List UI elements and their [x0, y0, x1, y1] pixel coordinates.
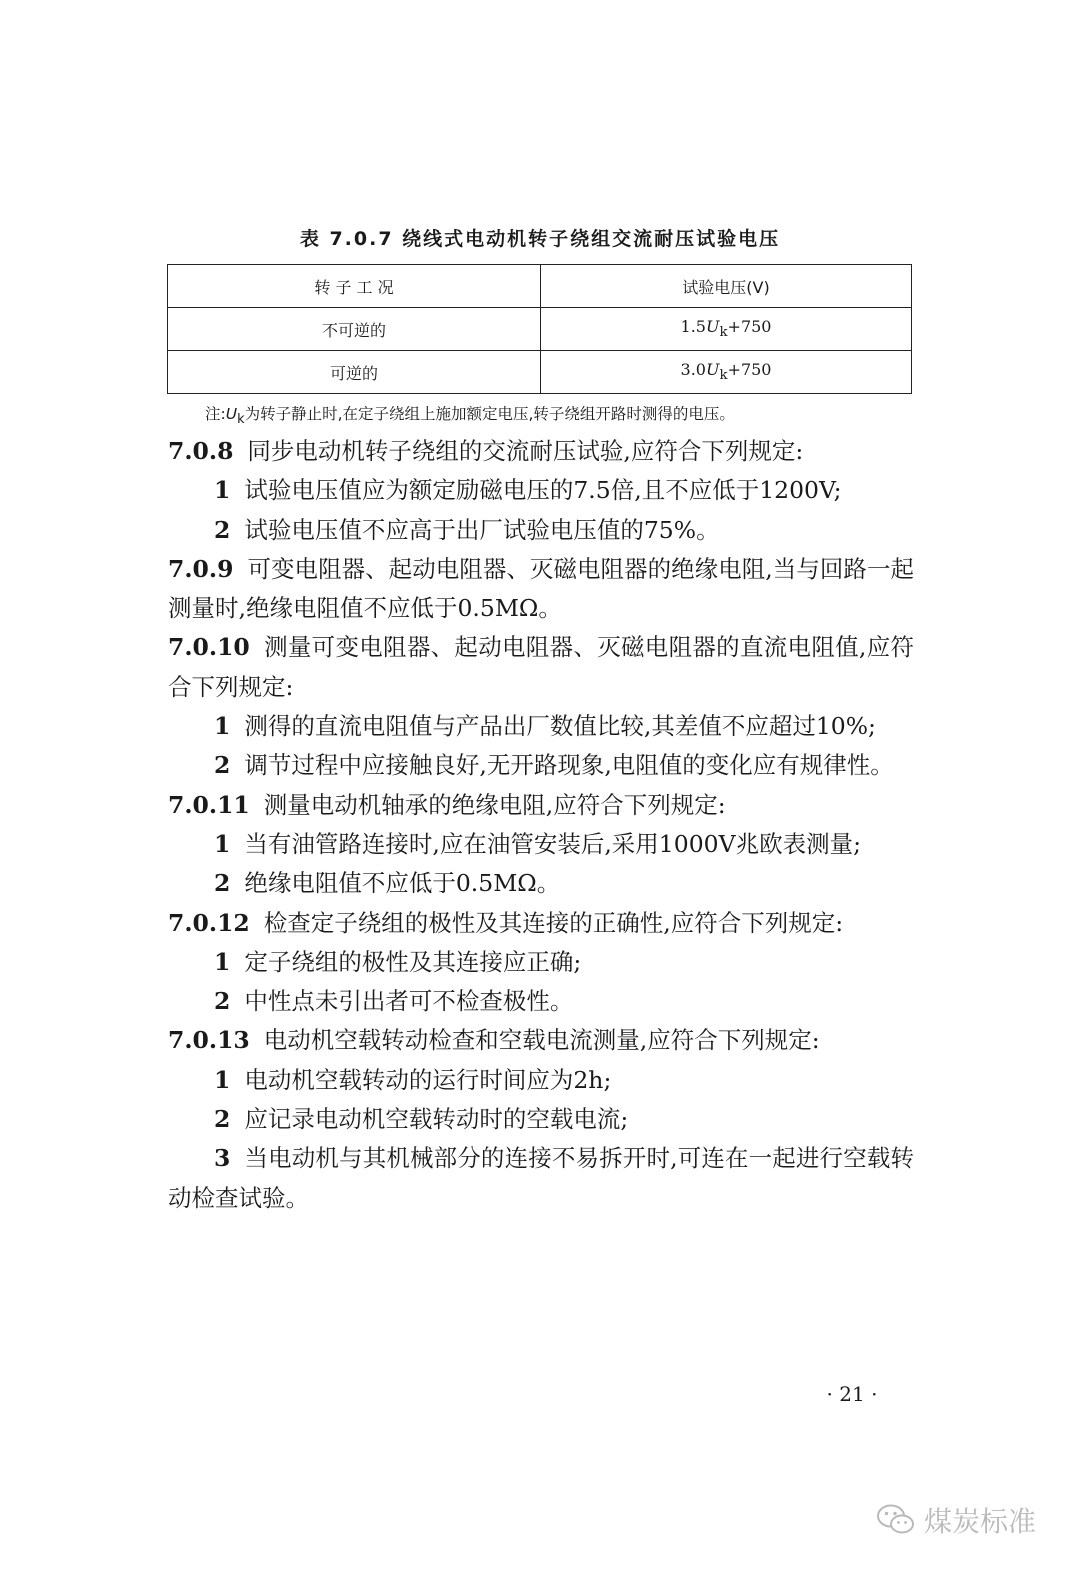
clause-text: 检查定子绕组的极性及其连接的正确性,应符合下列规定:: [263, 908, 844, 937]
page-number: · 21 ·: [826, 1382, 878, 1406]
clause-number: 7.0.13: [168, 1026, 250, 1055]
cell-voltage: $3.0U_k+750$: [541, 351, 912, 394]
cell-condition: 不可逆的: [168, 308, 541, 351]
clause: [168, 432, 914, 471]
watermark-text: 煤炭标准: [923, 1505, 1036, 1538]
table-header-row: [168, 265, 912, 308]
clause-number: 7.0.10: [168, 633, 250, 662]
table-row: [168, 308, 912, 351]
clause-number: 7.0.12: [168, 908, 250, 937]
clause-item: 2 试验电压值不应高于出厂试验电压值的75%。: [214, 515, 720, 544]
clause-item: 2 中性点未引出者可不检查极性。: [214, 987, 574, 1016]
voltage-table: [167, 264, 912, 394]
clause-text: 同步电动机转子绕组的交流耐压试验,应符合下列规定:: [247, 437, 804, 465]
clause-text: 测量可变电阻器、起动电阻器、灭磁电阻器的直流电阻值,应符合下列规定:: [168, 633, 914, 701]
clause: [168, 550, 914, 629]
clause-item: 1 当有油管路连接时,应在油管安装后,采用1000V兆欧表测量;: [214, 829, 861, 858]
clause-item: 2 绝缘电阻值不应低于0.5MΩ。: [214, 869, 561, 898]
table-note: 注$:U_k$为转子静止时,在定子绕组上施加额定电压,转子绕组开路时测得的电压。: [205, 405, 735, 428]
clause: [168, 628, 914, 707]
clause: [168, 786, 914, 825]
clause-item: 2 调节过程中应接触良好,无开路现象,电阻值的变化应有规律性。: [214, 751, 894, 780]
clause-item: 1 电动机空载转动的运行时间应为2h;: [214, 1065, 612, 1094]
header-condition: 转 子 工 况: [168, 265, 541, 308]
clause-text: 可变电阻器、起动电阻器、灭磁电阻器的绝缘电阻,当与回路一起测量时,绝缘电阻值不应低于0.5MΩ。: [168, 554, 914, 623]
table-title: 表 7.0.7 绕线式电动机转子绕组交流耐压试验电压: [299, 228, 781, 250]
clause-number: 7.0.11: [168, 790, 250, 819]
clause-item: 3 当电动机与其机械部分的连接不易拆开时,可连在一起进行空载转动检查试验。: [168, 1144, 914, 1212]
clause-item: 2 应记录电动机空载转动时的空载电流;: [214, 1105, 629, 1134]
clause-item: 1 测得的直流电阻值与产品出厂数值比较,其差值不应超过10%;: [214, 712, 876, 741]
clause: [168, 1021, 914, 1060]
clause-item: 1 定子绕组的极性及其连接应正确;: [214, 947, 582, 976]
cell-voltage: $1.5U_k+750$: [541, 308, 912, 351]
clause-number: 7.0.8: [168, 437, 234, 465]
clause-text: 电动机空载转动检查和空载电流测量,应符合下列规定:: [263, 1026, 820, 1055]
table-row: [168, 351, 912, 394]
clause-item: 1 试验电压值应为额定励磁电压的7.5倍,且不应低于1200V;: [214, 476, 842, 505]
clause-list: [168, 432, 914, 1218]
watermark: [876, 1500, 1036, 1540]
header-voltage: 试验电压(V): [541, 265, 912, 308]
wechat-icon: [876, 1503, 916, 1537]
cell-condition: 可逆的: [168, 351, 541, 394]
clause: [168, 904, 914, 943]
clause-text: 测量电动机轴承的绝缘电阻,应符合下列规定:: [263, 790, 726, 819]
clause-number: 7.0.9: [168, 554, 234, 583]
